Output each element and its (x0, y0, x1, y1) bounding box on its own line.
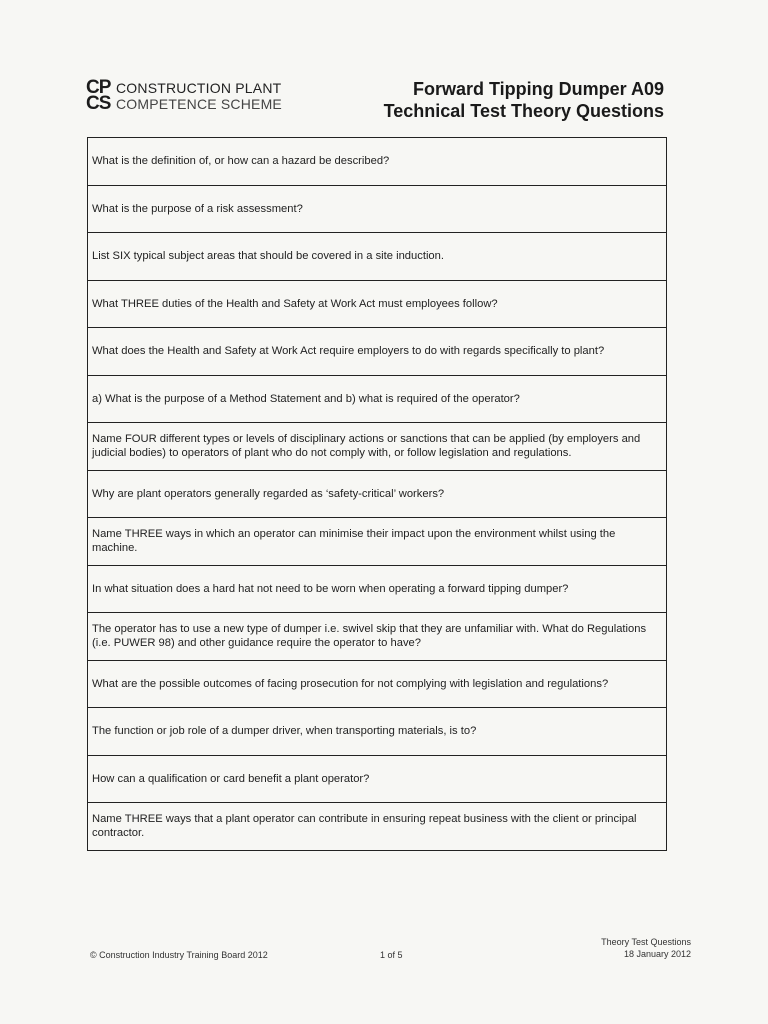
cpcs-logo (86, 77, 282, 114)
question-row: How can a qualification or card benefit a plant operator? (88, 756, 666, 804)
question-row: a) What is the purpose of a Method Statement and b) what is required of the operator? (88, 376, 666, 424)
question-row: Name THREE ways in which an operator can minimise their impact upon the environment whilst using the machine. (88, 518, 666, 566)
title-line-2: Technical Test Theory Questions (383, 101, 664, 121)
questions-table (87, 137, 667, 851)
footer-date: 18 January 2012 (623, 949, 691, 959)
footer-page-number: 1 of 5 (380, 950, 403, 960)
question-row: What does the Health and Safety at Work Act require employers to do with regards specifically to plant? (88, 328, 666, 376)
question-row: What is the definition of, or how can a hazard be described? (88, 138, 666, 186)
question-row: Why are plant operators generally regarded as ‘safety-critical’ workers? (88, 471, 666, 519)
title-line-1: Forward Tipping Dumper A09 (412, 79, 664, 99)
footer-doc-info (601, 936, 691, 960)
logo-abbr-cs: CS (86, 93, 111, 114)
question-row: The operator has to use a new type of dumper i.e. swivel skip that they are unfamiliar with. What do Regulations (i.e. PUWER 98) and other guidance require the operator to have? (88, 613, 666, 661)
document-title (384, 78, 664, 122)
question-row: In what situation does a hard hat not need to be worn when operating a forward tipping dumper? (88, 566, 666, 614)
question-row: What THREE duties of the Health and Safety at Work Act must employees follow? (88, 281, 666, 329)
question-row: What is the purpose of a risk assessment? (88, 186, 666, 234)
logo-line-2 (86, 93, 282, 114)
footer-doc-name: Theory Test Questions (601, 937, 691, 947)
question-row: Name FOUR different types or levels of disciplinary actions or sanctions that can be applied (by employers and judicial bodies) to operators of plant who do not comply with, or follow legislation and regulations. (88, 423, 666, 471)
question-row: Name THREE ways that a plant operator can contribute in ensuring repeat business with the client or principal contractor. (88, 803, 666, 851)
question-row: What are the possible outcomes of facing prosecution for not complying with legislation and regulations? (88, 661, 666, 709)
footer-copyright: © Construction Industry Training Board 2012 (90, 950, 268, 960)
question-row: The function or job role of a dumper driver, when transporting materials, is to? (88, 708, 666, 756)
question-row: List SIX typical subject areas that should be covered in a site induction. (88, 233, 666, 281)
logo-abbr-cp: CP (86, 77, 111, 98)
logo-line-1 (86, 77, 282, 98)
logo-text-construction-plant: CONSTRUCTION PLANT (116, 80, 282, 96)
logo-text-competence-scheme: COMPETENCE SCHEME (116, 96, 282, 112)
